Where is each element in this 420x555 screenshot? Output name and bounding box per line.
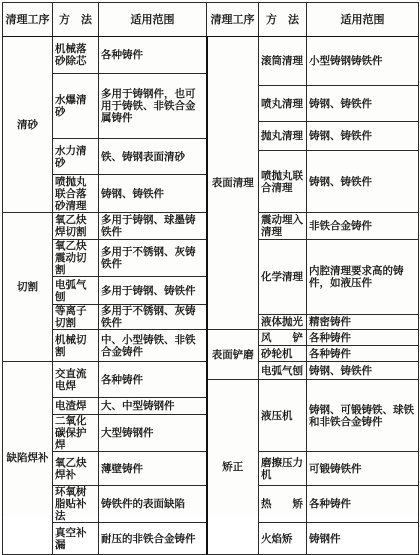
right-method-cell: 热 矫 [259,486,307,523]
right-method-cell: 抛丸清理 [259,122,307,151]
left-method-cell: 水爆清砂 [53,74,99,139]
left-method-cell: 电渣焊 [53,398,99,415]
left-scope-cell: 多用于不锈钢、灰铸铁件 [99,305,207,330]
left-scope-cell: 多用于铸钢件，也可用于铸铁、非铁合金属铸件 [99,74,207,139]
right-scope-cell: 非铁合金铸件 [307,213,419,240]
left-scope-cell: 多用于铸钢、铸铁件 [99,277,207,305]
left-scope-cell: 多用于铸钢、球墨铸铁件 [99,213,207,240]
left-scope-cell: 铁、铸钢表面清砂 [99,139,207,175]
left-scope-cell: 铸钢、铸铁件 [99,175,207,213]
header-method-left: 方 法 [53,3,99,37]
right-method-cell: 喷抛丸联合清理 [259,151,307,213]
stage-shovel: 表面铲磨 [207,330,259,380]
left-scope-cell: 中、小型铸铁、非铁合金铸件 [99,330,207,362]
right-method-cell: 液体抛光 [259,315,307,330]
stage-surface: 表面清理 [207,37,259,330]
right-method-cell: 喷丸清理 [259,86,307,122]
right-scope-cell: 小型铸钢铸铁件 [307,37,419,86]
header-method-right: 方 法 [259,3,307,37]
stage-cut: 切割 [3,213,53,362]
header-scope-right: 适用范围 [307,3,419,37]
left-scope-cell: 薄壁铸件 [99,452,207,486]
right-method-cell: 磨擦压力机 [259,452,307,486]
right-scope-cell: 铸钢、铸铁件 [307,122,419,151]
right-method-cell: 火焰矫 [259,523,307,555]
right-method-cell: 滚筒清理 [259,37,307,86]
left-scope-cell: 多用于不锈钢、灰铸铁件 [99,240,207,277]
left-method-cell: 机械落砂除芯 [53,37,99,74]
table-row [3,37,419,62]
right-scope-cell: 铸钢、铸铁件 [307,362,419,380]
left-method-cell: 喷抛丸联合落砂清理 [53,175,99,213]
right-scope-cell: 各种铸件 [307,486,419,523]
stage-defect: 缺陷焊补 [3,362,53,555]
left-scope-cell: 各种铸件 [99,362,207,398]
left-method-cell: 电弧气刨 [53,277,99,305]
left-scope-cell: 铸铁件的表面缺陷 [99,486,207,523]
left-method-cell: 交直流电焊 [53,362,99,398]
header-row [3,3,419,37]
stage-correct: 矫正 [207,380,259,555]
left-method-cell: 氧乙炔震动切割 [53,240,99,277]
right-method-cell: 砂轮机 [259,346,307,362]
right-scope-cell: 铸钢、铸铁件 [307,151,419,213]
right-method-cell: 风 铲 [259,330,307,346]
header-stage-left: 清理工序 [3,3,53,37]
left-method-cell: 氧乙炔焊补 [53,452,99,486]
left-method-cell: 等离子切割 [53,305,99,330]
right-scope-cell: 精密铸件 [307,315,419,330]
right-scope-cell: 内腔清理要求高的铸件，如液压件 [307,240,419,315]
right-method-cell: 化学清理 [259,240,307,315]
left-scope-cell: 各种铸件 [99,37,207,74]
left-method-cell: 水力清砂 [53,139,99,175]
left-method-cell: 环氧树脂贴补法 [53,486,99,523]
right-method-cell: 震动埋入清理 [259,213,307,240]
left-method-cell: 真空补漏 [53,523,99,555]
right-method-cell: 电弧气刨 [259,362,307,380]
left-scope-cell: 大、中型铸钢件 [99,398,207,415]
left-method-cell: 二氧化碳保护焊 [53,415,99,452]
right-scope-cell: 铸钢件 [307,523,419,555]
left-scope-cell: 耐压的非铁合金铸件 [99,523,207,555]
header-stage-right: 清理工序 [207,3,259,37]
header-scope-left: 适用范围 [99,3,207,37]
left-method-cell: 氧乙炔焊切割 [53,213,99,240]
cleaning-methods-table [2,2,419,555]
right-scope-cell: 各种铸件 [307,330,419,346]
table-row [3,330,419,346]
right-scope-cell: 铸钢、可锻铸铁、球铁和非铁合金铸件 [307,380,419,452]
right-scope-cell: 各种铸件 [307,346,419,362]
right-scope-cell: 铸钢、铸铁件 [307,86,419,122]
left-scope-cell: 大型铸钢件 [99,415,207,452]
left-method-cell: 机械切割 [53,330,99,362]
right-scope-cell: 可锻铸铁件 [307,452,419,486]
stage-sand: 清砂 [3,37,53,213]
right-method-cell: 液压机 [259,380,307,452]
